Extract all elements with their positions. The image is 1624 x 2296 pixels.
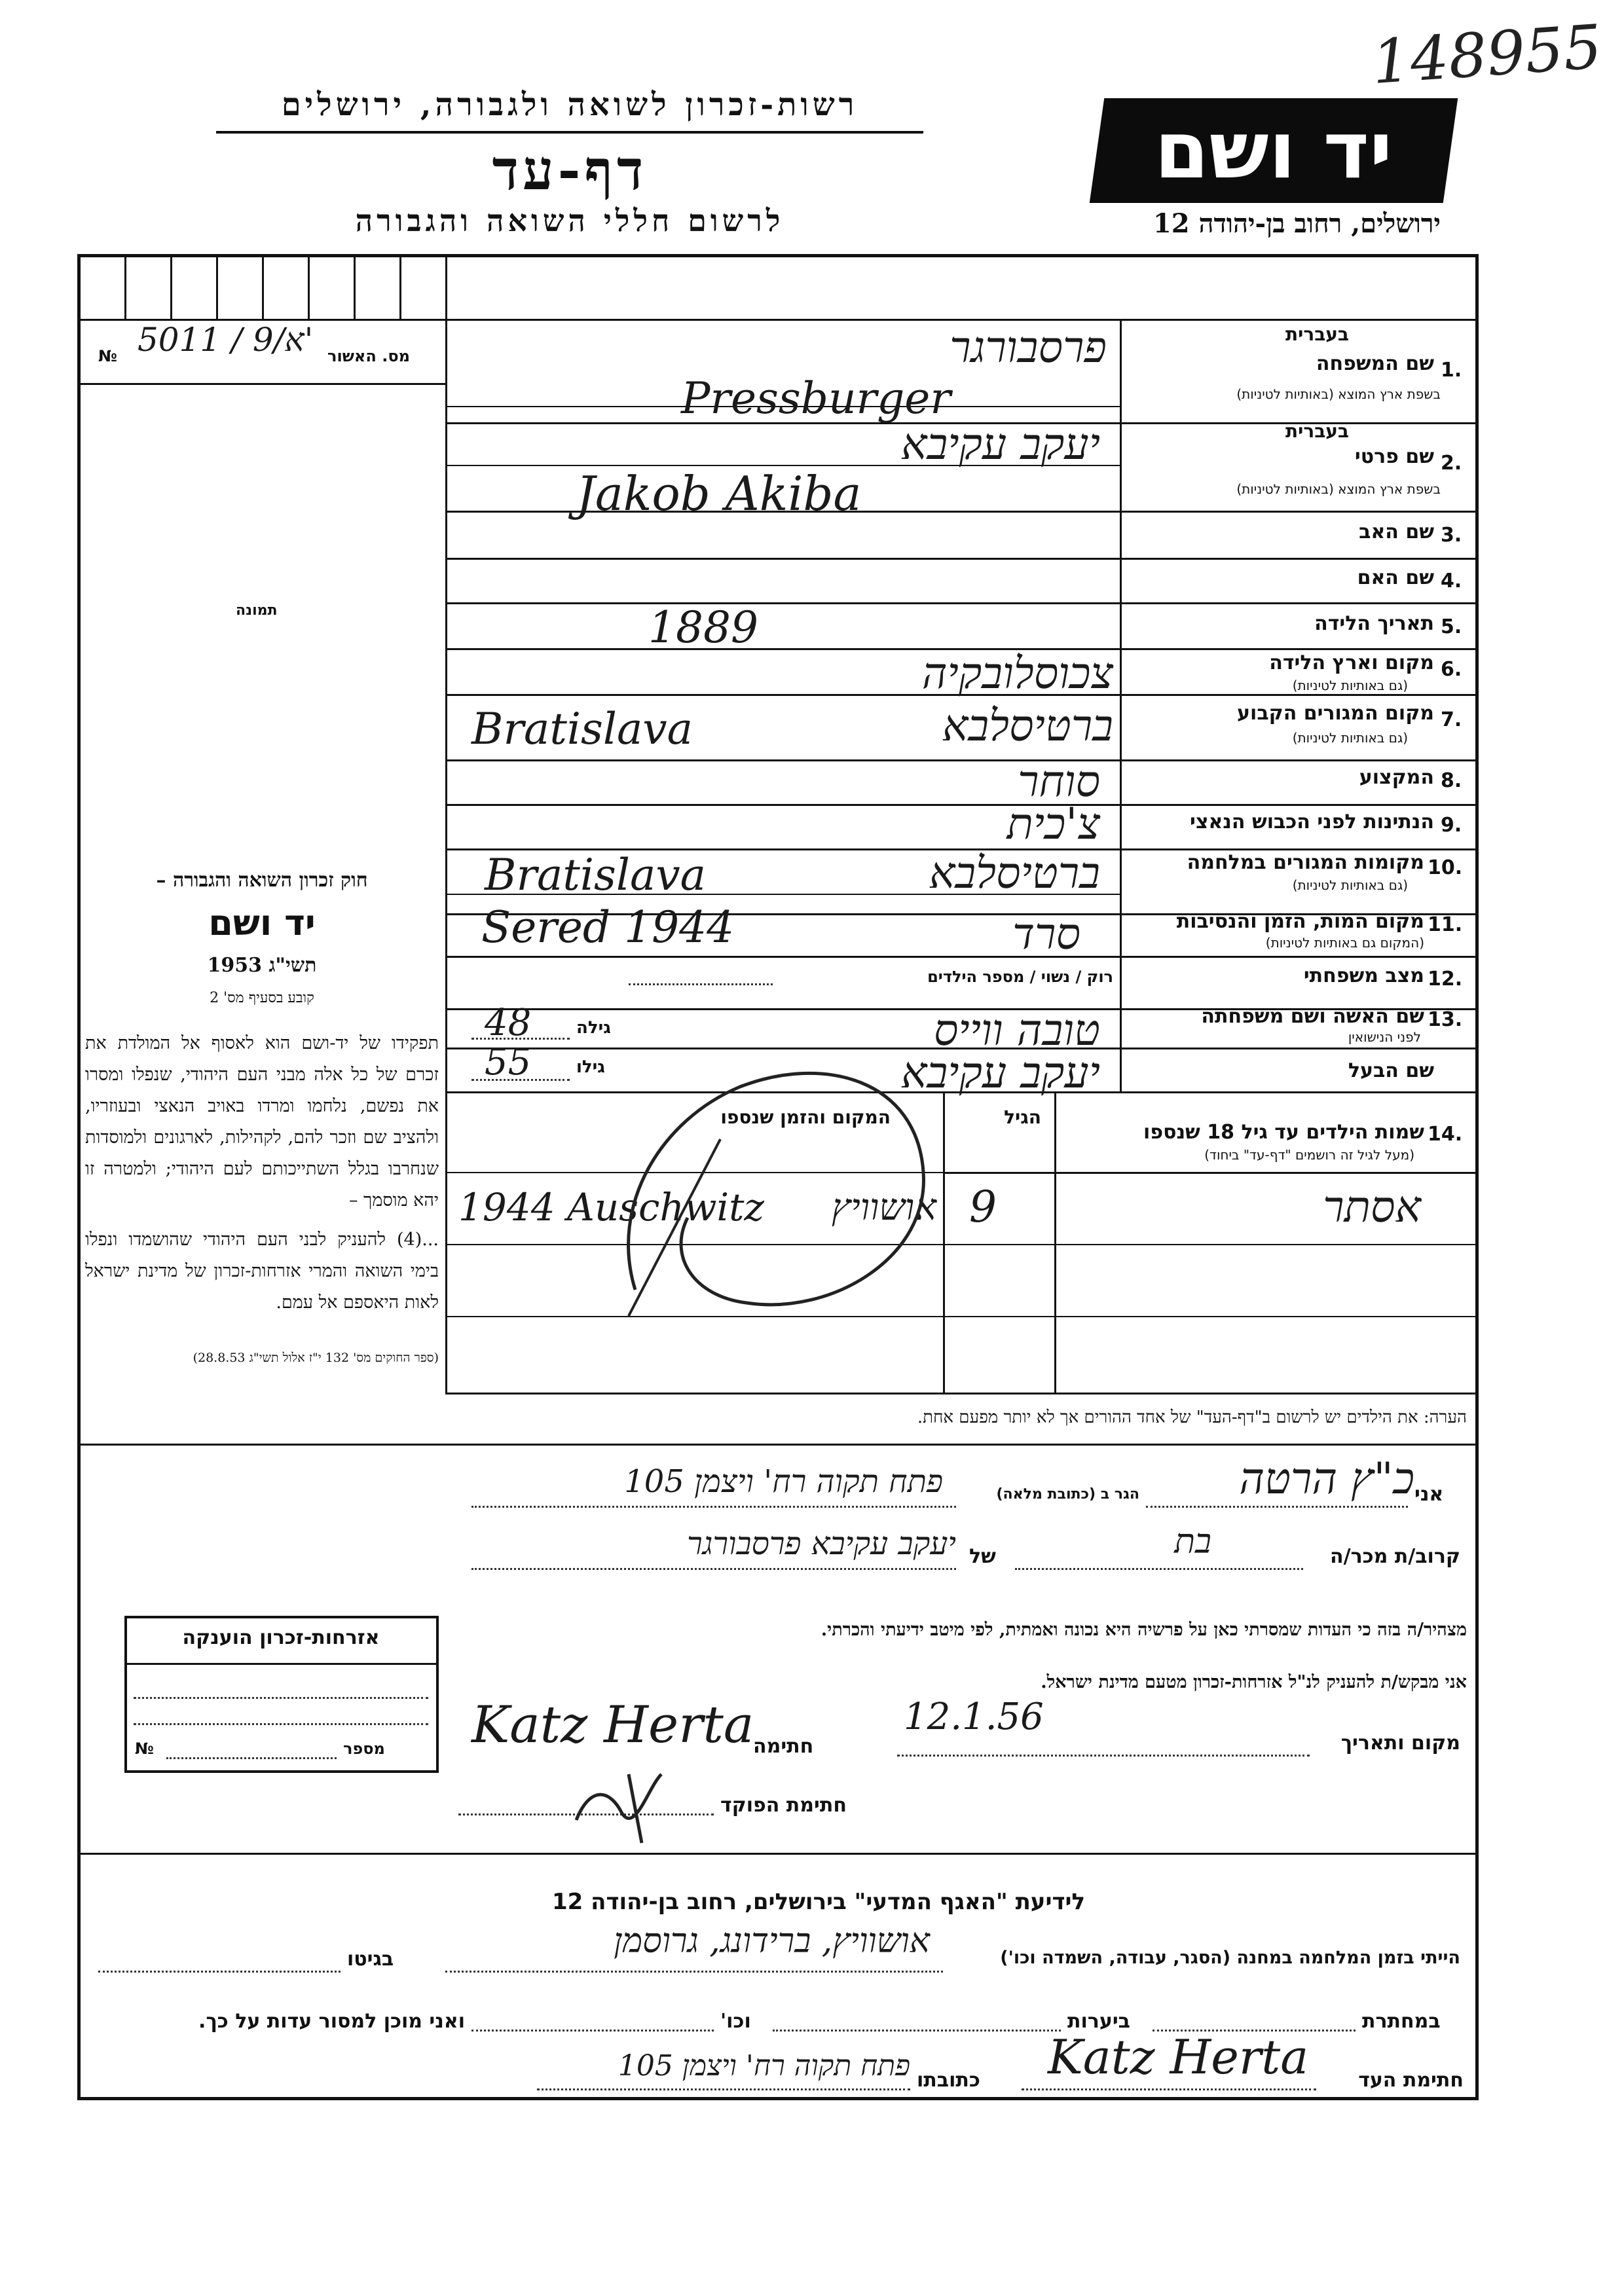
children-age-header: הגיל — [1004, 1106, 1041, 1128]
place-date-label: מקום ותאריך — [1340, 1732, 1460, 1755]
field-4-label: שם האם — [1357, 566, 1434, 589]
child-name: אסתר — [1323, 1182, 1421, 1232]
field-7-number: 7. — [1441, 708, 1462, 731]
field-11-sub: (המקום גם באותיות לטיניות) — [1265, 935, 1424, 951]
child-death-place: 1944 Auschwitz — [458, 1185, 764, 1230]
relation-of-line — [471, 1568, 956, 1570]
field-2-latin-value: Jakob Akiba — [576, 466, 862, 521]
field-13-label: שם האשה ושם משפחתה — [1201, 1005, 1424, 1028]
field-6-label: מקום וארץ הלידה — [1269, 651, 1434, 674]
intel-divider — [77, 1853, 1479, 1855]
field-3-label: שם האב — [1359, 520, 1434, 543]
declaration-text: מצהיר/ה בזה כי העדות שמסרתי כאן על פרשיה היא נכונה ואמתית, לפי מיטב ידיעתי והכרתי. — [821, 1620, 1467, 1640]
camp-value: אושוויץ, ברידונג, גרוסמן — [614, 1922, 930, 1961]
label-column-divider — [1120, 319, 1122, 1091]
law-name: יד ושם — [208, 902, 316, 943]
declarant-name: כ"ץ הרטה — [1239, 1453, 1414, 1504]
field-10-latin-value: Bratislava — [485, 850, 706, 900]
field-10-number: 10. — [1428, 856, 1463, 879]
field-10-sub: (גם באותיות לטיניות) — [1292, 877, 1408, 893]
in-forests-label: ביערות — [1067, 2010, 1130, 2033]
header-rule — [216, 131, 923, 134]
field-5-label: תאריך הלידה — [1314, 612, 1434, 635]
children-sub: (מעל לגיל זה רושמים "דף-עד" ביחוד) — [1204, 1147, 1414, 1163]
left-column-divider — [445, 254, 447, 1393]
field-13-sub: לפני הנישואין — [1348, 1029, 1421, 1045]
witness-signature: Katz Herta — [1048, 2030, 1309, 2085]
camp-label: הייתי בזמן המלחמה במחנה (הסגר, עבודה, השמדה וכו') — [1000, 1948, 1460, 1968]
field-12-label: מצב משפחתי — [1303, 964, 1424, 987]
field-11-number: 11. — [1428, 913, 1463, 936]
field-11-label: מקום המות, הזמן והנסיבות — [1176, 910, 1424, 933]
form-title: דף-עד — [492, 137, 648, 202]
note: הערה: את הילדים יש לרשום ב"דף-העד" של אחד ההורים אך לא יותר מפעם אחת. — [917, 1408, 1467, 1427]
husband-age-line — [471, 1079, 570, 1081]
field-12-options: רוק / נשוי / מספר הילדים — [927, 968, 1113, 986]
field-6-value: צכוסלובקיה — [921, 648, 1113, 699]
field-1-number: 1. — [1441, 359, 1462, 382]
declarant-address-line — [471, 1506, 956, 1508]
row-divider-3 — [445, 558, 1479, 560]
declarant-signature: Katz Herta — [471, 1696, 754, 1755]
relation-line — [1015, 1568, 1303, 1570]
husband-name-value: יעקב עקיבא — [900, 1048, 1100, 1098]
field-2-sub: בשפת ארץ המוצא (באותיות לטיניות) — [1236, 481, 1441, 497]
children-row-line — [445, 1316, 1479, 1317]
field-8-value: סוחר — [1018, 756, 1100, 807]
place-date-line — [897, 1755, 1310, 1757]
law-title: חוק זכרון השואה והגבורה – — [156, 869, 368, 892]
field-7-label: מקום המגורים הקבוע — [1237, 702, 1434, 725]
field-7-latin-value: Bratislava — [471, 704, 693, 754]
field-6-number: 6. — [1441, 658, 1462, 681]
field-6-sub: (גם באותיות לטיניות) — [1292, 678, 1408, 693]
declaration-date: 12.1.56 — [904, 1696, 1044, 1738]
witness-address-line — [537, 2088, 910, 2090]
law-clause-4: ...(4) להעניק לבני העם היהודי שהושמדו ונפלו בימי השואה והמרי אזרחות-זכרון של מדינת ישראל לאות היאספם אל עמם. — [85, 1230, 439, 1313]
law-year: תשי"ג 1953 — [207, 954, 317, 977]
field-1-sub: בשפת ארץ המוצא (באותיות לטיניות) — [1236, 386, 1441, 402]
declarant-address-label: הגר ב (כתובת מלאה) — [996, 1486, 1139, 1503]
etc-label: וכו' — [720, 2010, 751, 2033]
tick-box-line — [262, 254, 264, 319]
field-7-hebrew-value: ברטיסלבא — [942, 701, 1113, 751]
husband-age-label: גילו — [576, 1057, 605, 1077]
law-reference: (ספר החוקים מס' 132 י"ז אלול תשי"ג 28.8.53) — [193, 1351, 439, 1365]
relation-of-label: של — [969, 1545, 996, 1568]
field-3-number: 3. — [1441, 524, 1462, 547]
declarant-ani: אני — [1414, 1483, 1444, 1506]
children-place-header: המקום והזמן שנספו — [720, 1106, 891, 1128]
witness-signature-line — [1022, 2088, 1316, 2090]
certificate-line — [134, 1697, 428, 1699]
relation-of-name: יעקב עקיבא פרסבורגר — [687, 1525, 956, 1562]
handwritten-circle-mark — [609, 1041, 950, 1329]
certificate-no-sign: № — [135, 1740, 154, 1758]
header-address: ירושלים, רחוב בן-יהודה 12 — [1153, 208, 1441, 239]
children-bottom-rule — [445, 1393, 1479, 1394]
form-subtitle: לרשום חללי השואה והגבורה — [355, 203, 784, 238]
authority-name: רשות-זכרון לשואה ולגבורה, ירושלים — [281, 86, 858, 123]
witness-signature-label: חתימת העד — [1358, 2069, 1464, 2092]
certificate-title: אזרחות-זכרון הוענקה — [182, 1626, 380, 1649]
photo-label: תמונה — [236, 602, 278, 619]
field-7-sub: (גם באותיות לטיניות) — [1292, 730, 1408, 746]
approval-label: מס. האשור — [327, 347, 410, 365]
request-text: אני מבקש/ת להעניק לנ"ל אזרחות-זכרון מטעם מדינת ישראל. — [1041, 1672, 1467, 1692]
declarant-name-line — [1146, 1506, 1408, 1508]
camp-line — [445, 1971, 943, 1973]
ready-testify-label: ואני מוכן למסור עדות על כך. — [198, 2010, 465, 2033]
field-4-number: 4. — [1441, 570, 1462, 592]
officer-signature-label: חתימת הפוקד — [720, 1794, 847, 1817]
approval-number: 5011 / 9/א' — [138, 321, 314, 359]
witness-address: פתח תקוה רח' ויצמן 105 — [618, 2049, 910, 2083]
husband-label: שם הבעל — [1348, 1059, 1434, 1082]
officer-signature-mark — [563, 1761, 694, 1846]
certificate-number-label: מספר — [343, 1740, 385, 1758]
field-2-number: 2. — [1441, 452, 1462, 475]
etc-line — [471, 2030, 714, 2032]
in-underground-label: במחתרת — [1362, 2010, 1441, 2033]
serial-number: 148955 — [1369, 11, 1604, 98]
approval-divider — [77, 383, 445, 385]
tick-box-line — [308, 254, 310, 319]
forests-line — [773, 2030, 1061, 2032]
field-2-hebrew-value: יעקב עקיבא — [900, 419, 1100, 469]
wife-name-value: טובה ווייס — [933, 1005, 1100, 1055]
field-13-number: 13. — [1428, 1008, 1463, 1031]
field-8-label: המקצוע — [1359, 766, 1434, 789]
law-box — [85, 864, 439, 1371]
certificate-title-rule — [127, 1663, 436, 1665]
field-12-line — [629, 983, 773, 985]
field-12-number: 12. — [1428, 968, 1463, 991]
intel-heading: לידיעת "האגף המדעי" בירושלים, רחוב בן-יהודה 12 — [551, 1889, 1086, 1915]
certificate-line — [134, 1723, 428, 1725]
relation-value: בת — [1174, 1522, 1211, 1561]
law-body: תפקידו של יד-ושם הוא לאסוף אל המולדת את זכרם של כל אלה מבני העם היהודי, שנפלו ומסרו את נפשם, נלחמו ומרדו באויב הנאצי ובעוזריו, ולהציב שם וזכר להם, לקהילות, לארגונים ולמוסדות שנחרבו בגלל השתייכותם לעם היהודי; ולמטרה זו יהא מוסמך – — [85, 1033, 439, 1211]
logo-text: יד ושם — [1154, 105, 1393, 196]
field-2-label: שם פרטי — [1354, 445, 1434, 468]
wife-age-value: 48 — [485, 1002, 532, 1044]
field-9-number: 9. — [1441, 814, 1462, 837]
wife-age-line — [471, 1038, 570, 1040]
note-divider — [77, 1444, 1479, 1446]
yad-vashem-logo — [1090, 98, 1458, 203]
tick-box-line — [399, 254, 401, 319]
tick-box-line — [354, 254, 356, 319]
field-1-hebrew-value: פרסבורגר — [950, 322, 1107, 373]
field-1-lang: בעברית — [1285, 323, 1349, 345]
field-8-number: 8. — [1441, 769, 1462, 792]
field-1-label: שם המשפחה — [1316, 352, 1434, 375]
in-ghetto-label: בגיטו — [347, 1948, 394, 1971]
wife-age-label: גילה — [576, 1018, 611, 1038]
child-age: 9 — [969, 1182, 997, 1232]
field-9-label: הנתינות לפני הכבוש הנאצי — [1190, 811, 1434, 833]
tick-box-line — [170, 254, 172, 319]
signature-label: חתימה — [753, 1735, 814, 1758]
husband-age-value: 55 — [485, 1041, 532, 1084]
tick-box-line — [216, 254, 218, 319]
field-1-latin-value: Pressburger — [681, 373, 951, 424]
field-11-hebrew-value: סרד — [1012, 909, 1080, 959]
field-5-number: 5. — [1441, 615, 1462, 638]
children-row-line — [445, 1244, 1479, 1245]
children-col-divider — [1054, 1091, 1056, 1393]
field-10-hebrew-value: ברטיסלבא — [929, 848, 1100, 898]
field-5-value: 1889 — [648, 602, 758, 653]
law-clause: קובע בסעיף מס' 2 — [210, 990, 314, 1006]
ghetto-line — [98, 1971, 341, 1973]
field-10-label: מקומות המגורים במלחמה — [1187, 851, 1424, 874]
row-divider-4 — [445, 602, 1479, 604]
tick-box-line — [124, 254, 126, 319]
field-14-number: 14. — [1428, 1123, 1463, 1146]
relation-label: קרוב/ת מכר/ה — [1330, 1545, 1460, 1568]
children-header-rule — [943, 1172, 1479, 1174]
approval-no-sign: № — [98, 347, 117, 365]
field-11-latin-value: Sered 1944 — [481, 902, 735, 953]
certificate-box — [124, 1616, 439, 1773]
declarant-address: פתח תקוה רח' ויצמן 105 — [624, 1463, 943, 1500]
field-2-lang: בעברית — [1285, 420, 1349, 442]
children-title: שמות הילדים עד גיל 18 שנספו — [1143, 1121, 1424, 1144]
field-9-value: צ'כית — [1006, 799, 1100, 849]
child-death-place-hebrew: אושוויץ — [831, 1186, 936, 1229]
certificate-number-line — [166, 1757, 337, 1759]
witness-address-label: כתובתו — [917, 2069, 980, 2092]
